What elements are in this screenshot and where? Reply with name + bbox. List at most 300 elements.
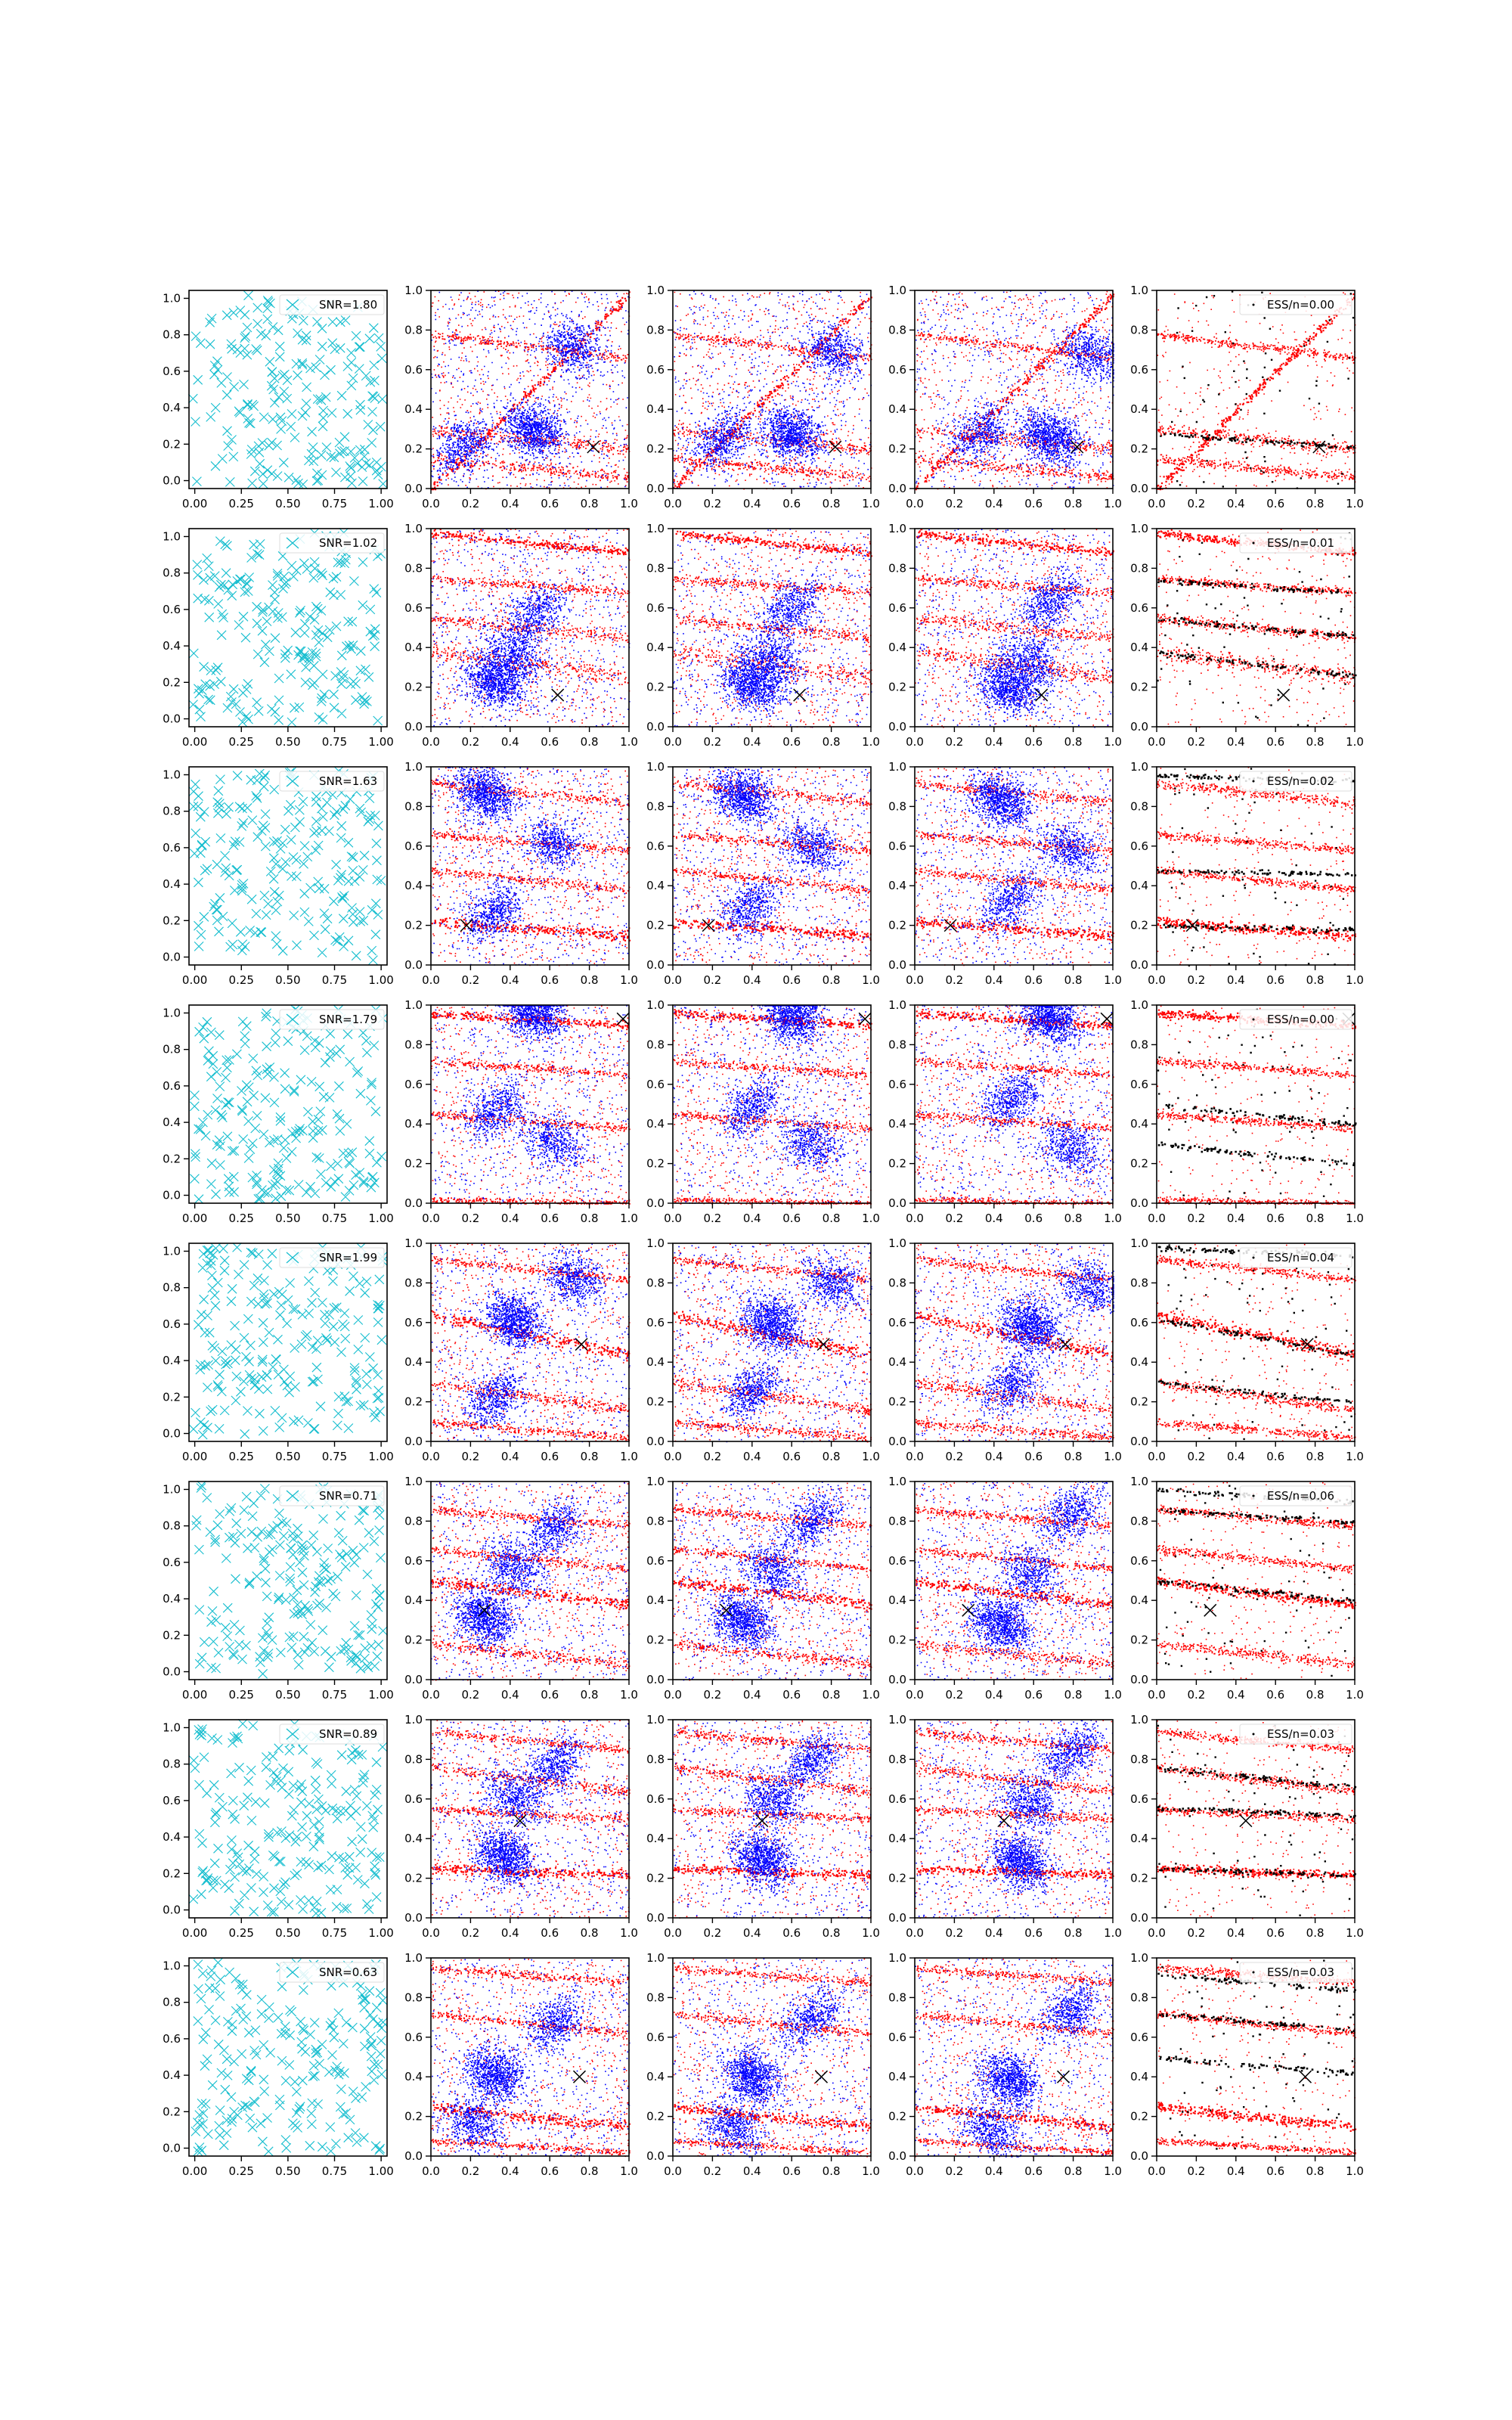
x-axis [182,727,394,749]
legend-snr [280,1962,384,1982]
x-tick-label: 0.4 [500,1688,519,1702]
axes-frame [189,529,387,727]
x-tick-label: 0.4 [1226,735,1245,749]
data-points [915,767,1114,966]
y-tick-label: 0.2 [888,442,906,456]
y-tick-label: 0.0 [888,482,906,495]
x-tick-label: 0.2 [461,735,480,749]
y-tick-label: 0.2 [888,680,906,694]
data-points [189,1719,387,1918]
red-samples [915,1958,1114,2157]
y-tick-label: 1.0 [1130,998,1148,1012]
y-tick-label: 0.8 [646,561,665,576]
x-tick-label: 0.4 [742,2164,761,2178]
legend-ess [1240,1724,1352,1744]
data-points [431,1959,631,2158]
ess-label: ESS/n=0.02 [1267,774,1335,788]
x-axis [422,965,638,987]
y-tick-label: 1.0 [163,1720,181,1735]
y-axis [404,1713,431,1925]
y-axis [1130,1951,1157,2163]
y-tick-label: 0.4 [888,879,906,893]
y-tick-label: 1.0 [1130,1713,1148,1727]
x-tick-label: 0.50 [275,1212,301,1225]
y-axis [404,522,431,734]
y-axis [646,1475,673,1686]
y-tick-label: 0.6 [404,600,423,615]
red-samples [1157,529,1356,728]
x-tick-label: 0.6 [1266,973,1285,987]
x-tick-label: 0.8 [580,1688,599,1702]
y-tick-label: 1.0 [646,522,665,535]
y-tick-label: 0.2 [163,1866,181,1881]
panel-r3-c1 [163,767,394,987]
y-tick-label: 0.8 [888,323,906,337]
x-tick-label: 0.6 [1024,497,1043,510]
x-tick-label: 0.0 [422,1688,440,1702]
x-tick-label: 0.4 [1226,1450,1245,1463]
x-tick-label: 0.0 [664,2164,682,2178]
x-tick-label: 0.0 [1148,1688,1166,1702]
x-tick-label: 0.0 [906,973,924,987]
x-tick-label: 0.4 [984,497,1003,510]
legend-snr [280,1010,384,1029]
x-tick-label: 1.0 [620,973,638,987]
data-points [431,1720,631,1919]
y-tick-label: 1.0 [404,522,423,535]
y-tick-label: 0.0 [646,958,665,972]
x-tick-label: 0.8 [580,735,599,749]
x-axis [664,1918,880,1940]
panel-r3-c5 [1130,760,1364,987]
x-tick-label: 0.0 [422,497,440,510]
y-tick-label: 0.6 [646,839,665,853]
y-tick-label: 0.6 [404,839,423,853]
y-tick-label: 0.8 [1130,1514,1148,1528]
x-tick-label: 0.0 [664,973,682,987]
x-tick-label: 0.0 [906,1212,924,1225]
data-points [673,1481,872,1681]
legend-snr [280,533,384,553]
panel-r8-c2 [404,1951,638,2178]
x-tick-label: 0.8 [1306,1450,1325,1463]
x-tick-label: 0.0 [1148,497,1166,510]
y-axis [888,522,915,734]
x-tick-label: 0.25 [228,1688,254,1702]
y-tick-label: 0.6 [646,2030,665,2044]
x-axis [906,727,1122,749]
x-tick-label: 1.0 [1346,973,1364,987]
y-axis [646,284,673,495]
panel-r5-c4 [888,1236,1122,1463]
y-tick-label: 0.0 [888,1435,906,1448]
x-tick-label: 0.2 [1187,1688,1206,1702]
cyan-x-markers [192,1481,388,1678]
y-tick-label: 0.0 [163,1665,181,1679]
x-tick-label: 0.25 [228,735,254,749]
y-tick-label: 0.6 [163,1317,181,1331]
x-tick-label: 0.6 [1266,497,1285,510]
x-tick-label: 1.0 [1104,1926,1122,1940]
y-axis [888,1713,915,1925]
y-tick-label: 1.0 [1130,1475,1148,1488]
x-tick-label: 0.4 [1226,973,1245,987]
y-axis [646,522,673,734]
true-value-marker [1313,441,1325,453]
x-axis [182,1441,394,1463]
x-tick-label: 0.75 [321,1688,348,1702]
y-tick-label: 0.8 [1130,1752,1148,1767]
y-tick-label: 0.4 [646,2070,665,2084]
y-tick-label: 0.6 [646,1553,665,1568]
x-tick-label: 0.25 [228,1212,254,1225]
y-tick-label: 0.2 [888,2109,906,2124]
y-tick-label: 1.0 [888,1951,906,1965]
ess-label: ESS/n=0.00 [1267,298,1335,312]
ess-label: ESS/n=0.04 [1267,1251,1335,1264]
y-tick-label: 0.2 [163,2105,181,2119]
x-tick-label: 0.8 [580,1450,599,1463]
legend-dot-icon [1253,1257,1255,1259]
y-tick-label: 0.2 [1130,680,1148,694]
red-samples [431,1243,631,1442]
axes-frame [1157,1481,1355,1680]
x-tick-label: 0.0 [906,735,924,749]
blue-samples [915,1005,1114,1204]
panel-r4-c4 [888,998,1122,1225]
y-tick-label: 0.6 [163,1793,181,1807]
y-tick-label: 0.0 [888,2149,906,2163]
y-tick-label: 0.6 [1130,1792,1148,1806]
x-tick-label: 0.8 [580,497,599,510]
x-tick-label: 1.00 [368,1926,394,1940]
x-tick-label: 1.0 [620,1450,638,1463]
y-tick-label: 1.0 [888,998,906,1012]
panel-r4-c5 [1130,998,1364,1225]
x-tick-label: 0.8 [1306,973,1325,987]
y-tick-label: 0.6 [1130,1077,1148,1091]
x-tick-label: 1.0 [1346,735,1364,749]
y-tick-label: 0.8 [888,1276,906,1290]
legend-ess [1240,533,1352,553]
y-tick-label: 0.2 [888,918,906,932]
data-points [915,1958,1114,2158]
x-tick-label: 0.4 [500,735,519,749]
y-tick-label: 0.2 [646,680,665,694]
y-axis [163,1720,189,1916]
y-tick-label: 0.8 [163,327,181,342]
y-axis [163,1006,189,1202]
x-tick-label: 0.8 [822,1926,841,1940]
x-tick-label: 1.0 [1346,2164,1364,2178]
x-tick-label: 0.25 [228,2164,254,2178]
axes-frame [431,1005,629,1203]
x-tick-label: 1.0 [1104,2164,1122,2178]
y-axis [404,284,431,495]
y-tick-label: 0.4 [1130,2070,1148,2084]
y-tick-label: 1.0 [163,529,181,544]
x-axis [1148,727,1364,749]
y-tick-label: 0.6 [163,1555,181,1569]
y-tick-label: 1.0 [888,1475,906,1488]
y-tick-label: 1.0 [646,760,665,774]
y-tick-label: 0.2 [1130,1156,1148,1171]
x-tick-label: 0.50 [275,1688,301,1702]
y-tick-label: 0.4 [646,641,665,655]
panel-r7-c2 [404,1713,638,1940]
legend-snr [280,1486,384,1506]
y-tick-label: 0.8 [404,1990,423,2005]
x-tick-label: 0.2 [945,1688,964,1702]
x-tick-label: 1.00 [368,2164,394,2178]
panel-r1-c4 [888,284,1122,510]
y-tick-label: 0.4 [163,877,181,892]
x-tick-label: 0.4 [1226,1688,1245,1702]
y-tick-label: 1.0 [888,1236,906,1250]
y-tick-label: 0.0 [888,1196,906,1210]
blue-samples [431,1243,631,1442]
y-tick-label: 1.0 [163,1482,181,1497]
x-tick-label: 1.00 [368,1212,394,1225]
x-tick-label: 1.0 [620,497,638,510]
black-weighted-samples [1157,1485,1355,1677]
y-tick-label: 0.6 [888,362,906,377]
y-tick-label: 0.6 [404,1553,423,1568]
legend-ess [1240,771,1352,791]
y-tick-label: 0.6 [888,600,906,615]
x-tick-label: 0.4 [500,973,519,987]
cyan-x-markers [189,1243,387,1439]
y-tick-label: 1.0 [646,998,665,1012]
x-tick-label: 0.6 [1024,2164,1043,2178]
red-samples [431,1720,631,1918]
y-tick-label: 0.4 [888,2070,906,2084]
y-tick-label: 0.2 [888,1633,906,1647]
x-tick-label: 0.6 [1024,1926,1043,1940]
x-tick-label: 0.2 [703,1450,722,1463]
red-samples [915,767,1114,966]
data-points [915,1243,1114,1442]
y-tick-label: 0.6 [163,2031,181,2046]
y-tick-label: 0.2 [646,1156,665,1171]
panel-r6-c3 [646,1475,880,1702]
x-tick-label: 0.8 [1064,973,1083,987]
y-axis [163,1959,189,2155]
cyan-x-markers [190,1005,387,1204]
x-tick-label: 0.6 [1266,1926,1285,1940]
snr-label: SNR=1.02 [319,536,378,550]
y-tick-label: 0.8 [1130,323,1148,337]
x-axis [664,489,880,510]
y-tick-label: 0.8 [1130,1276,1148,1290]
y-tick-label: 0.4 [1130,1117,1148,1131]
black-weighted-samples [1157,1009,1357,1205]
panel-r7-c4 [888,1713,1122,1940]
y-tick-label: 0.2 [646,1633,665,1647]
y-tick-label: 0.6 [163,602,181,616]
y-axis [646,1236,673,1448]
panel-r8-c3 [646,1951,880,2178]
x-tick-label: 0.8 [1306,497,1325,510]
x-tick-label: 0.0 [906,2164,924,2178]
data-points [1157,1244,1356,1442]
panel-r1-c1 [163,290,394,510]
x-tick-label: 0.4 [984,973,1003,987]
x-tick-label: 0.0 [422,1926,440,1940]
y-tick-label: 0.8 [404,561,423,576]
y-tick-label: 0.8 [404,1752,423,1767]
y-tick-label: 1.0 [404,1713,423,1727]
x-tick-label: 0.8 [1064,735,1083,749]
x-tick-label: 0.4 [742,1212,761,1225]
x-tick-label: 0.6 [541,497,559,510]
data-points [431,1481,631,1680]
data-points [674,1958,872,2157]
y-axis [163,768,189,963]
legend-dot-icon [1253,1019,1255,1021]
y-tick-label: 0.2 [163,1390,181,1404]
y-tick-label: 1.0 [1130,1951,1148,1965]
true-value-marker [574,2071,586,2083]
snr-label: SNR=0.63 [319,1965,378,1979]
snr-label: SNR=0.89 [319,1727,378,1741]
x-tick-label: 0.8 [580,2164,599,2178]
y-tick-label: 0.4 [404,1832,423,1846]
x-tick-label: 1.0 [1104,1450,1122,1463]
y-tick-label: 0.8 [888,1514,906,1528]
x-tick-label: 0.50 [275,497,301,510]
x-tick-label: 0.8 [580,1212,599,1225]
y-tick-label: 0.2 [888,1871,906,1885]
x-tick-label: 0.25 [228,497,254,510]
panel-r8-c4 [888,1951,1122,2178]
x-tick-label: 0.8 [1306,1688,1325,1702]
x-tick-label: 0.4 [984,1450,1003,1463]
x-tick-label: 1.0 [862,973,880,987]
blue-samples [915,1244,1114,1443]
blue-samples [673,767,871,966]
y-tick-label: 0.6 [646,1077,665,1091]
data-points [1157,1006,1357,1205]
x-tick-label: 0.4 [984,1688,1003,1702]
y-tick-label: 1.0 [163,1244,181,1258]
x-tick-label: 0.6 [541,1926,559,1940]
y-tick-label: 0.6 [404,2030,423,2044]
x-tick-label: 0.6 [1024,1450,1043,1463]
y-tick-label: 0.4 [404,1117,423,1131]
true-value-marker [1058,2071,1070,2083]
y-tick-label: 0.0 [163,1188,181,1202]
y-tick-label: 0.6 [1130,1553,1148,1568]
y-tick-label: 0.4 [1130,879,1148,893]
x-axis [422,489,638,510]
y-tick-label: 0.4 [888,1355,906,1370]
x-axis [422,1441,638,1463]
x-tick-label: 0.4 [500,1450,519,1463]
panel-r1-c2 [404,284,638,510]
y-tick-label: 0.6 [888,2030,906,2044]
x-tick-label: 0.2 [703,497,722,510]
x-tick-label: 1.0 [620,735,638,749]
x-tick-label: 0.0 [1148,973,1166,987]
y-tick-label: 0.2 [404,1156,423,1171]
data-points [915,1481,1114,1681]
x-tick-label: 0.4 [742,1688,761,1702]
red-samples [431,768,631,966]
panel-r3-c2 [404,760,638,987]
x-tick-label: 0.50 [275,1926,301,1940]
x-tick-label: 0.00 [181,1926,208,1940]
data-points [431,767,631,966]
x-tick-label: 0.2 [703,1926,722,1940]
y-tick-label: 0.4 [404,641,423,655]
y-tick-label: 0.6 [1130,600,1148,615]
x-axis [182,1680,394,1702]
legend-ess [1240,1010,1352,1029]
axes-frame [189,1243,387,1441]
x-tick-label: 0.6 [782,497,801,510]
y-tick-label: 0.2 [646,442,665,456]
x-tick-label: 1.0 [862,1450,880,1463]
x-tick-label: 0.50 [275,2164,301,2178]
x-tick-label: 0.2 [945,1450,964,1463]
y-axis [888,284,915,495]
y-tick-label: 0.4 [163,401,181,415]
y-tick-label: 0.8 [163,1757,181,1771]
red-samples [673,1720,872,1919]
legend-ess [1240,1486,1352,1506]
x-tick-label: 0.4 [984,1926,1003,1940]
y-tick-label: 0.8 [404,1514,423,1528]
data-points [673,767,872,966]
data-points [673,1720,872,1919]
y-tick-label: 0.8 [1130,1990,1148,2005]
panel-r2-c1 [163,528,394,749]
y-tick-label: 0.6 [646,362,665,377]
y-tick-label: 0.6 [1130,2030,1148,2044]
y-tick-label: 0.0 [646,1673,665,1686]
x-tick-label: 0.4 [1226,2164,1245,2178]
y-tick-label: 0.0 [163,712,181,726]
data-points [673,290,872,489]
y-axis [646,760,673,972]
x-tick-label: 0.0 [422,1450,440,1463]
x-tick-label: 0.25 [228,1926,254,1940]
red-samples [673,767,872,966]
y-tick-label: 0.4 [163,2068,181,2083]
true-value-marker [1204,1604,1216,1616]
x-tick-label: 1.00 [368,735,394,749]
x-tick-label: 0.6 [1024,735,1043,749]
x-tick-label: 0.2 [461,1688,480,1702]
y-tick-label: 0.2 [1130,2109,1148,2124]
y-tick-label: 0.4 [1130,402,1148,417]
y-tick-label: 0.0 [1130,1673,1148,1686]
x-tick-label: 0.8 [1306,1926,1325,1940]
y-tick-label: 0.4 [163,1354,181,1368]
data-points [190,1005,387,1204]
y-tick-label: 0.0 [888,958,906,972]
y-tick-label: 0.8 [646,1038,665,1052]
y-tick-label: 1.0 [646,1475,665,1488]
x-tick-label: 0.8 [822,1212,841,1225]
x-tick-label: 0.2 [1187,1926,1206,1940]
data-points [915,290,1114,490]
x-tick-label: 0.75 [321,1450,348,1463]
blue-samples [674,1243,872,1442]
x-tick-label: 0.2 [703,2164,722,2178]
y-axis [1130,998,1157,1210]
